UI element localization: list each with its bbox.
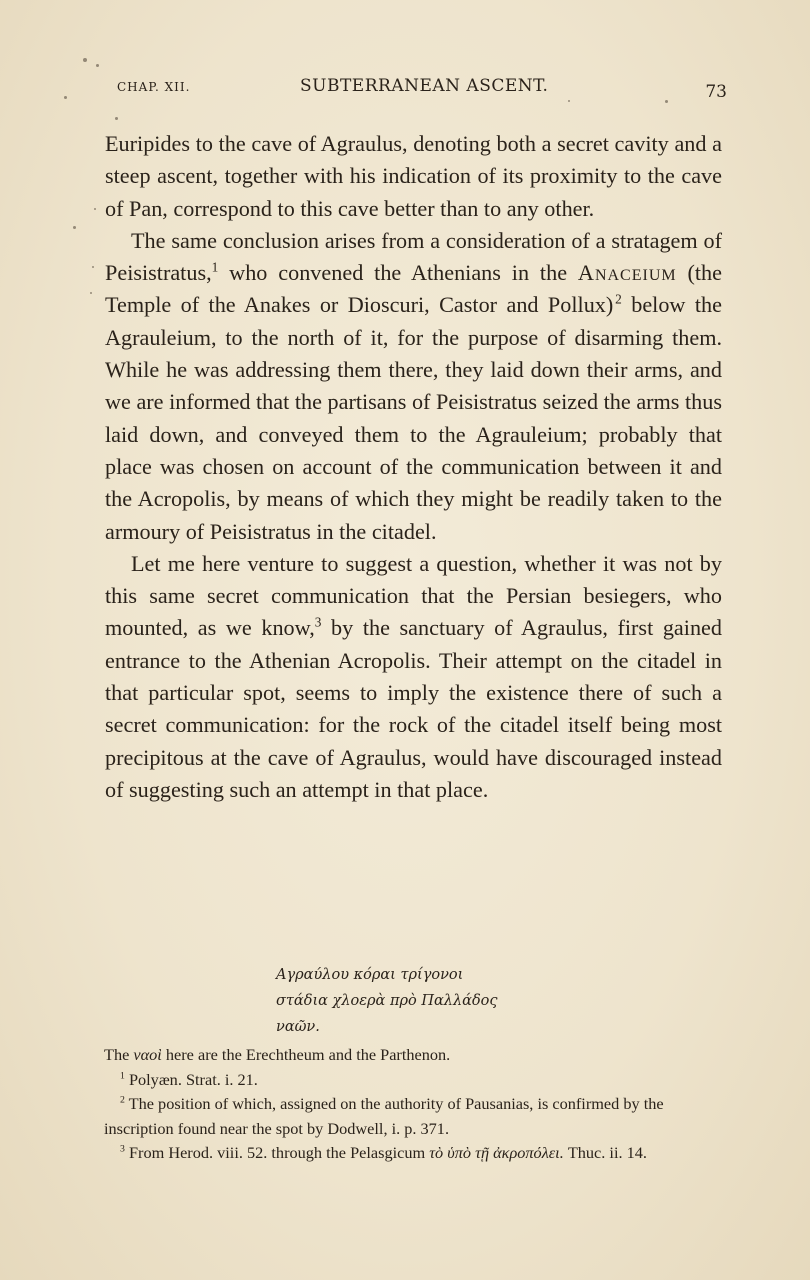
page-title: SUBTERRANEAN ASCENT. (300, 76, 549, 96)
footnote-1 (104, 1068, 724, 1093)
footnote-3 (104, 1141, 724, 1166)
paragraph-3 (105, 548, 722, 806)
paper-speck (96, 64, 99, 67)
greek-quotation (276, 962, 498, 1040)
footnote-2-text: The position of which, assigned on the authority of Pausanias, is confirmed by the inscription found near the spot by Dodwell, i. p. 371. (104, 1094, 664, 1138)
paper-speck (83, 58, 87, 62)
paragraph-2-part-a: The same conclusion arises from a consideration of a stratagem of Peisistratus, (105, 227, 722, 286)
anaceium-term: Anaceium (577, 260, 677, 286)
paragraph-2-part-b: who convened the Athenians in the (218, 260, 578, 286)
footnote-note-a: The (104, 1045, 134, 1064)
footnote-1-marker: 1 (120, 1070, 125, 1082)
paragraph-2-part-d: below the Agrauleium, to the north of it, for the purpose of disarming them. While he was addressing them there, they laid down their arms, and we are informed that the partisans of Peisistratus seized the arms thus laid down, and conveyed them to the Agrauleium; probably that place was chosen on account of the communication between it and the Acropolis, by means of which they might be readily taken to the armoury of Peisistratus in the citadel. (105, 292, 722, 544)
greek-line-1: Αγραύλου κόραι τρίγονοι (276, 967, 464, 983)
running-header (117, 76, 727, 106)
paper-speck (92, 266, 94, 268)
page-number: 73 (705, 82, 727, 102)
main-text (105, 128, 722, 806)
paper-speck (64, 96, 67, 99)
footnotes (104, 1043, 724, 1166)
paragraph-2 (105, 225, 722, 548)
paper-speck (94, 208, 96, 210)
footnote-ref-1: 1 (211, 259, 219, 275)
footnote-2 (104, 1092, 724, 1141)
footnote-ref-2: 2 (615, 292, 622, 308)
paragraph-1: Euripides to the cave of Agraulus, denoting both a secret cavity and a steep ascent, together with his indication of its proximity to the cave of Pan, correspond to this cave better than to any other. (105, 131, 722, 221)
greek-line-2: στάδια χλοερὰ πρὸ Παλλάδος (276, 993, 498, 1009)
paper-speck (568, 100, 570, 102)
paragraph-3-part-b: by the sanctuary of Agraulus, first gained entrance to the Athenian Acropolis. Their attempt on the citadel in that particular spot, seems to imply the existence there of such a secret communication: for the rock of the citadel itself being most precipitous at the cave of Agraulus, would have discouraged instead of suggesting such an attempt in that place. (105, 615, 722, 802)
chapter-label: CHAP. XII. (117, 80, 191, 94)
footnote-2-marker: 2 (120, 1094, 125, 1106)
paper-speck (115, 117, 118, 120)
paper-speck (665, 100, 668, 103)
footnote-3-text-b: Thuc. ii. 14. (563, 1143, 647, 1162)
footnote-note-b: here are the Erechtheum and the Parthenon. (161, 1045, 451, 1064)
paper-speck (73, 226, 76, 229)
footnote-1-text: Polyæn. Strat. i. 21. (124, 1069, 258, 1089)
footnote-3-greek: τὸ ὑπὸ τῇ ἀκροπόλει. (429, 1143, 564, 1162)
paragraph-3-part-a: Let me here venture to suggest a question, whether it was not by this same secret communication that the Persian besiegers, who mounted, as we know, (105, 550, 722, 641)
footnote-note-greek: ναοὶ (133, 1045, 162, 1064)
paper-speck (90, 292, 92, 294)
greek-line-3: ναῶν. (276, 1019, 320, 1035)
footnote-ref-3: 3 (314, 615, 322, 631)
footnote-3-text-a: From Herod. viii. 52. through the Pelasgicum (124, 1143, 430, 1162)
footnote-3-marker: 3 (120, 1143, 125, 1155)
footnote-note (104, 1043, 724, 1068)
paragraph-2-part-c: (the Temple of the Anakes or Dioscuri, Castor and Pollux) (105, 260, 722, 318)
